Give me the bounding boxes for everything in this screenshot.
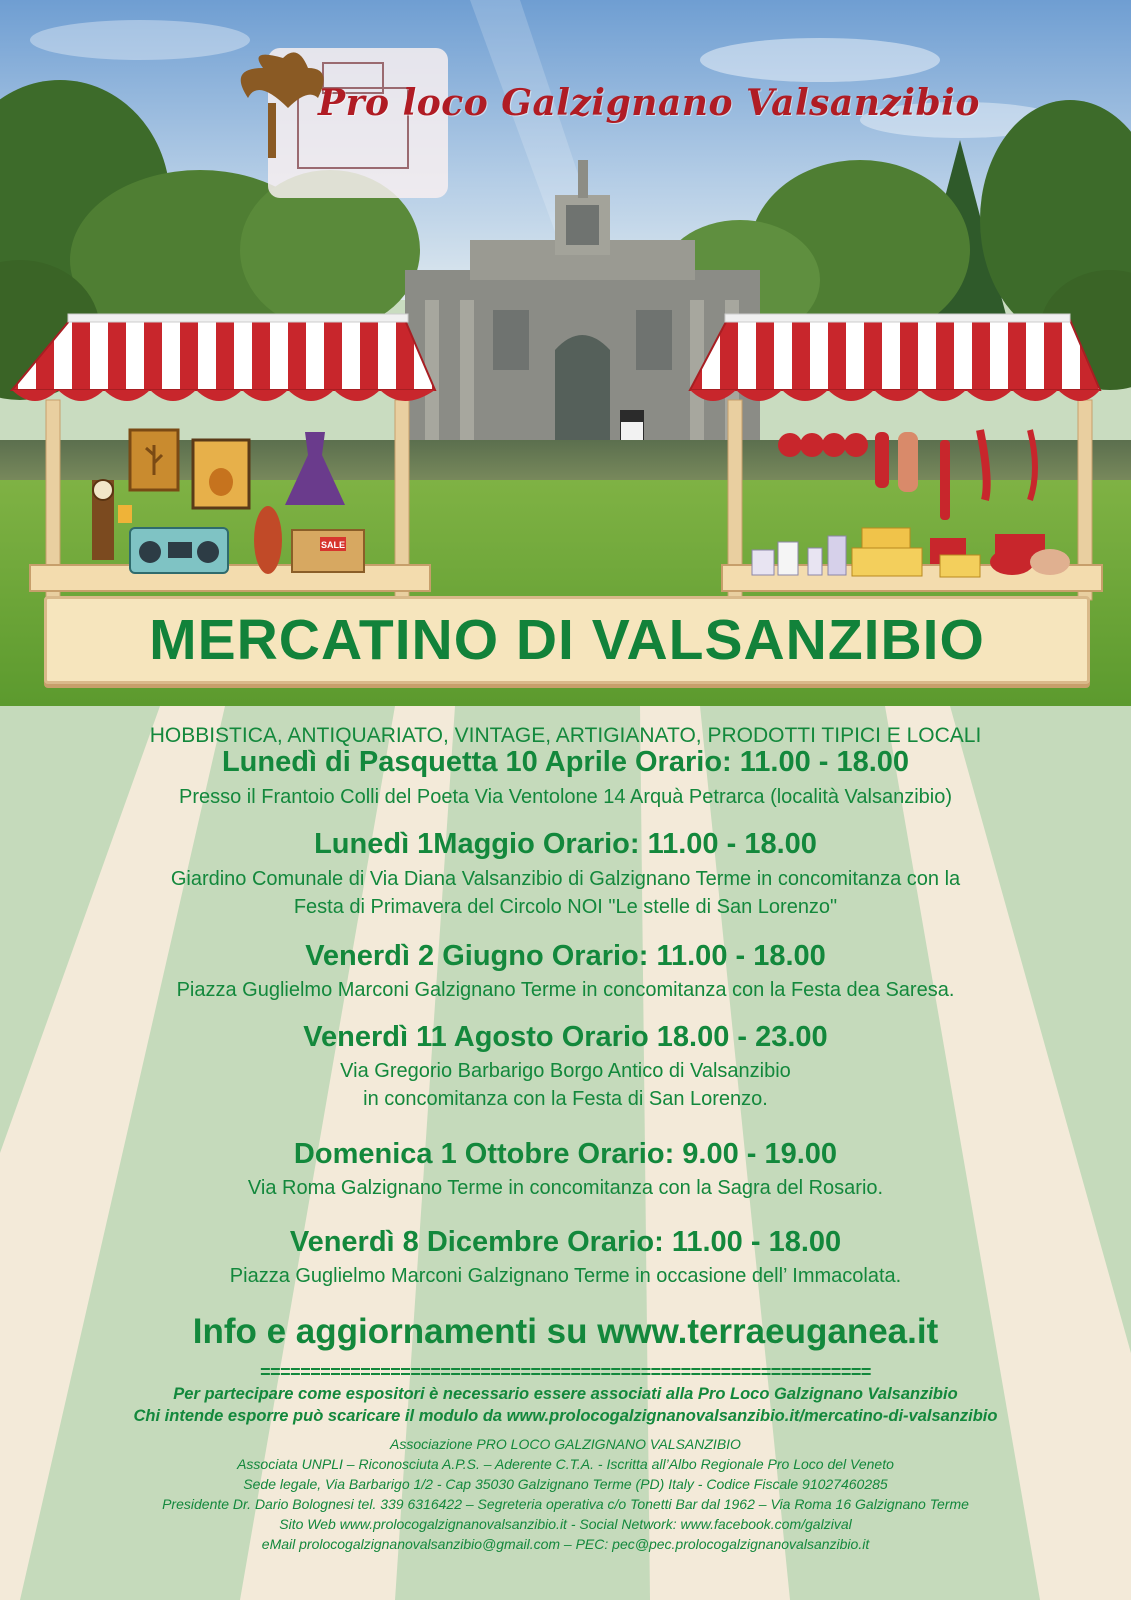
footer-line: Associazione PRO LOCO GALZIGNANO VALSANZIBIO xyxy=(390,1436,741,1452)
divider-line: ============================================================= xyxy=(260,1362,871,1382)
event-4-location: Via Gregorio Barbarigo Borgo Antico di Valsanzibio xyxy=(340,1060,791,1082)
event-section xyxy=(0,706,1131,1600)
event-5-heading: Domenica 1 Ottobre Orario: 9.00 - 19.00 xyxy=(293,1138,838,1170)
title-board xyxy=(44,596,1090,684)
categories-line: HOBBISTICA, ANTIQUARIATO, VINTAGE, ARTIGIANATO, PRODOTTI TIPICI E LOCALI xyxy=(149,724,982,747)
event-3-location: Piazza Guglielmo Marconi Galzignano Terme in concomitanza con la Festa dea Saresa. xyxy=(176,979,955,1001)
left-market-stall xyxy=(12,314,435,600)
hero-scene xyxy=(0,0,1131,706)
sale-sign: SALE xyxy=(320,540,346,550)
footer-line: Presidente Dr. Dario Bolognesi tel. 339 6316422 – Segreteria operativa c/o Tonetti Bar dal 1962 – Via Roma 16 Galzignano Terme xyxy=(162,1496,969,1512)
participation-note: Chi intende esporre può scaricare il modulo da www.prolocogalzignanovalsanzibio.it/mercatino-di-valsanzibio xyxy=(133,1407,998,1425)
participation-note: Per partecipare come espositori è necessario essere associati alla Pro Loco Galzignano Valsanzibio xyxy=(173,1385,958,1403)
event-6-heading: Venerdì 8 Dicembre Orario: 11.00 - 18.00 xyxy=(289,1226,842,1258)
logo-text: Pro loco Galzignano Valsanzibio xyxy=(318,82,980,124)
event-1-location: Presso il Frantoio Colli del Poeta Via Ventolone 14 Arquà Petrarca (località Valsanzibio) xyxy=(178,786,953,808)
event-1-heading: Lunedì di Pasquetta 10 Aprile Orario: 11.00 - 18.00 xyxy=(221,746,910,778)
event-2-location: Giardino Comunale di Via Diana Valsanzibio di Galzignano Terme in concomitanza con la xyxy=(170,868,961,890)
event-2-location: Festa di Primavera del Circolo NOI "Le stelle di San Lorenzo" xyxy=(293,896,838,918)
footer-line: Sede legale, Via Barbarigo 1/2 - Cap 35030 Galzignano Terme (PD) Italy - Codice Fiscale 91027460285 xyxy=(243,1476,888,1492)
footer-line: eMail prolocogalzignanovalsanzibio@gmail.com – PEC: pec@pec.prolocogalzignanovalsanzibio.it xyxy=(261,1536,870,1552)
event-2-heading: Lunedì 1Maggio Orario: 11.00 - 18.00 xyxy=(314,828,817,860)
pro-loco-logo xyxy=(228,48,980,198)
event-3-heading: Venerdì 2 Giugno Orario: 11.00 - 18.00 xyxy=(305,940,826,972)
event-4-location: in concomitanza con la Festa di San Lorenzo. xyxy=(363,1088,768,1110)
footer-line: Sito Web www.prolocogalzignanovalsanzibio.it - Social Network: www.facebook.com/galzival xyxy=(279,1516,852,1532)
cloud xyxy=(30,20,250,60)
footer-line: Associata UNPLI – Riconosciuta A.P.S. – Aderente C.T.A. - Iscritta all’Albo Regionale Pro Loco del Veneto xyxy=(237,1456,894,1472)
event-6-location: Piazza Guglielmo Marconi Galzignano Terme in occasione dell’ Immacolata. xyxy=(229,1265,902,1287)
event-5-location: Via Roma Galzignano Terme in concomitanza con la Sagra del Rosario. xyxy=(247,1177,884,1199)
info-website-line: Info e aggiornamenti su www.terraeuganea.it xyxy=(192,1312,939,1351)
main-title: MERCATINO DI VALSANZIBIO xyxy=(149,608,985,672)
event-4-heading: Venerdì 11 Agosto Orario 18.00 - 23.00 xyxy=(303,1021,828,1053)
event-content xyxy=(0,706,1131,1600)
